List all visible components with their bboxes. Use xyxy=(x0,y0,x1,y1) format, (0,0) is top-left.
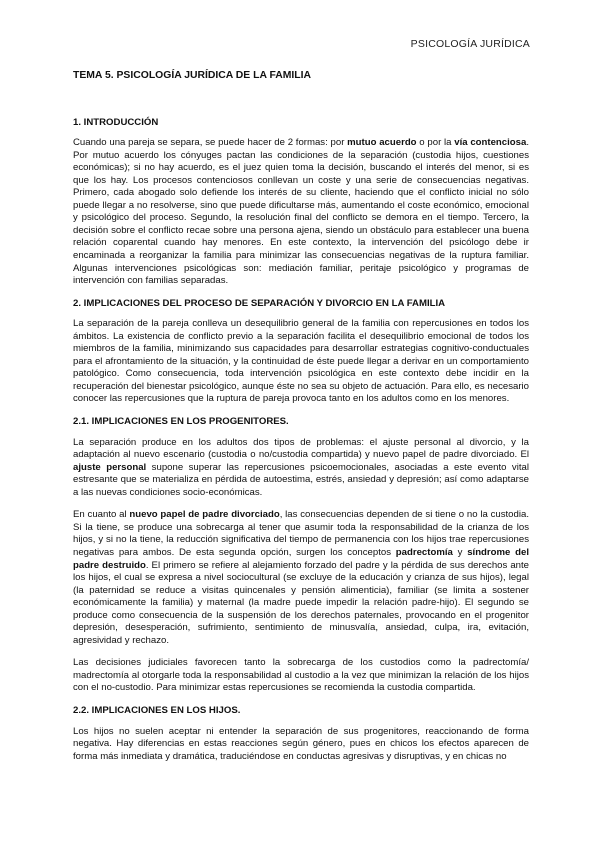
section-introduccion xyxy=(73,117,529,288)
section-heading: 2.1. IMPLICACIONES EN LOS PROGENITORES. xyxy=(73,416,289,428)
bold-term: ajuste personal xyxy=(73,461,147,473)
running-header: PSICOLOGÍA JURÍDICA xyxy=(410,38,530,50)
bold-term: vía contenciosa xyxy=(454,137,527,149)
section-implicaciones-progenitores xyxy=(73,416,529,695)
section-implicaciones-familia xyxy=(73,298,529,406)
paragraph: Los hijos no suelen aceptar ni entender la separación de sus progenitores, reaccionando de forma negativa. Hay diferencias en estas reacciones según género, pues en chicos los efectos aparecen de forma más inmediata y dramática, traduciéndose en conductas agresivas y disruptivas, y en chicas no xyxy=(73,725,529,762)
section-heading: 2. IMPLICACIONES DEL PROCESO DE SEPARACIÓN Y DIVORCIO EN LA FAMILIA xyxy=(73,297,446,309)
bold-term: padrectomía xyxy=(395,546,453,558)
section-implicaciones-hijos xyxy=(73,705,529,763)
paragraph: Cuando una pareja se separa, se puede hacer de 2 formas: por mutuo acuerdo o por la vía contenciosa. Por mutuo acuerdo los cónyuges pactan las condiciones de la separación (custodia hijos, cuestiones económicas); si no hay acuerdo, es el juez quien toma la decisión, buscando el interés del menor, si es que los hay. Los procesos contenciosos conllevan un coste y una serie de consecuencias negativas. Primero, cada abogado solo defiende los interés de su cliente, haciendo que el conflicto inicial no sólo puede llegar a no resolverse, sino que puede dificultarse más, aumentando el coste económico, emocional y psicológico del proceso. Segundo, la resolución final del conflicto se demora en el tiempo. Tercero, la decisión sobre el conflicto recae sobre una persona ajena, siendo un obstáculo para establecer una buena relación coparental cuando hay menores. En este contexto, la intervención del psicólogo debe ir encaminada a reorganizar la familia para minimizar las consecuencias negativas de la ruptura familiar. Algunas intervenciones psicológicas son: mediación familiar, peritaje psicológico y programas de intervención con familias separadas. xyxy=(73,137,529,287)
section-heading: 2.2. IMPLICACIONES EN LOS HIJOS. xyxy=(73,704,241,716)
paragraph: En cuanto al nuevo papel de padre divorciado, las consecuencias dependen de si tiene o no la custodia. Si la tiene, se produce una sobrecarga al tener que asumir toda la responsabilidad de la crianza de los hijos, y si no la tiene, la reducción significativa del tiempo de permanencia con los hijos trae repercusiones negativas para ambos. De esta segunda opción, surgen los conceptos padrectomía y síndrome del padre destruido. El primero se refiere al alejamiento forzado del padre y la pérdida de sus derechos ante los hijos, el cual se expresa a nivel sociocultural (se excluye de la educación y crianza de sus hijos), legal (la paternidad se reduce a visitas quincenales y pensión alimenticia), familiar (se limita a sostener económicamente la familia) y maternal (la madre puede impedir la relación padre-hijo). El segundo se produce como consecuencia de la suspensión de los derechos paternales, provocando en el progenitor depresión, desesperación, sufrimiento, sentimiento de minusvalía, ansiedad, culpa, ira, evitación, agresividad y rechazo. xyxy=(73,509,529,646)
bold-term: mutuo acuerdo xyxy=(347,137,417,149)
bold-term: nuevo papel de padre divorciado xyxy=(129,509,280,521)
document-body xyxy=(73,70,529,773)
bold-term: síndrome del padre destruido xyxy=(73,546,529,571)
section-heading: 1. INTRODUCCIÓN xyxy=(73,116,159,128)
paragraph: La separación produce en los adultos dos tipos de problemas: el ajuste personal al divorcio, y la adaptación al nuevo escenario (custodia o no/custodia compartida) y nuevo papel de padre divorciado. El ajuste personal supone superar las repercusiones psicoemocionales, asociadas a este evento vital estresante que se materializa en pérdida de autoestima, estrés, ansiedad y depresión; así como adaptarse a las nuevas condiciones socio-económicas. xyxy=(73,436,529,498)
paragraph: Las decisiones judiciales favorecen tanto la sobrecarga de los custodios como la padrectomía/ madrectomía al otorgarle toda la responsabilidad al custodio a la vez que minimizan la relación de los hijos con el no-custodio. Para minimizar estas repercusiones se recomienda la custodia compartida. xyxy=(73,657,529,694)
document-title: TEMA 5. PSICOLOGÍA JURÍDICA DE LA FAMILIA xyxy=(73,70,312,81)
paragraph: La separación de la pareja conlleva un desequilibrio general de la familia con repercusiones en todos los ámbitos. La existencia de conflicto previo a la separación facilita el desequilibrio emocional de todos los miembros de la familia, minimizando sus capacidades para desarrollar estrategias cognitivo-conductuales para el afrontamiento de la situación, y la continuidad de éste puede llegar a derivar en un comportamiento patológico. Como consecuencia, toda intervención psicológica en este contexto debe incidir en la recuperación del bienestar psicológico, aunque éste no sea su objeto de actuación. Para ello, es necesario conocer las repercusiones que la ruptura de pareja provoca tanto en los adultos como en los menores. xyxy=(73,318,529,405)
